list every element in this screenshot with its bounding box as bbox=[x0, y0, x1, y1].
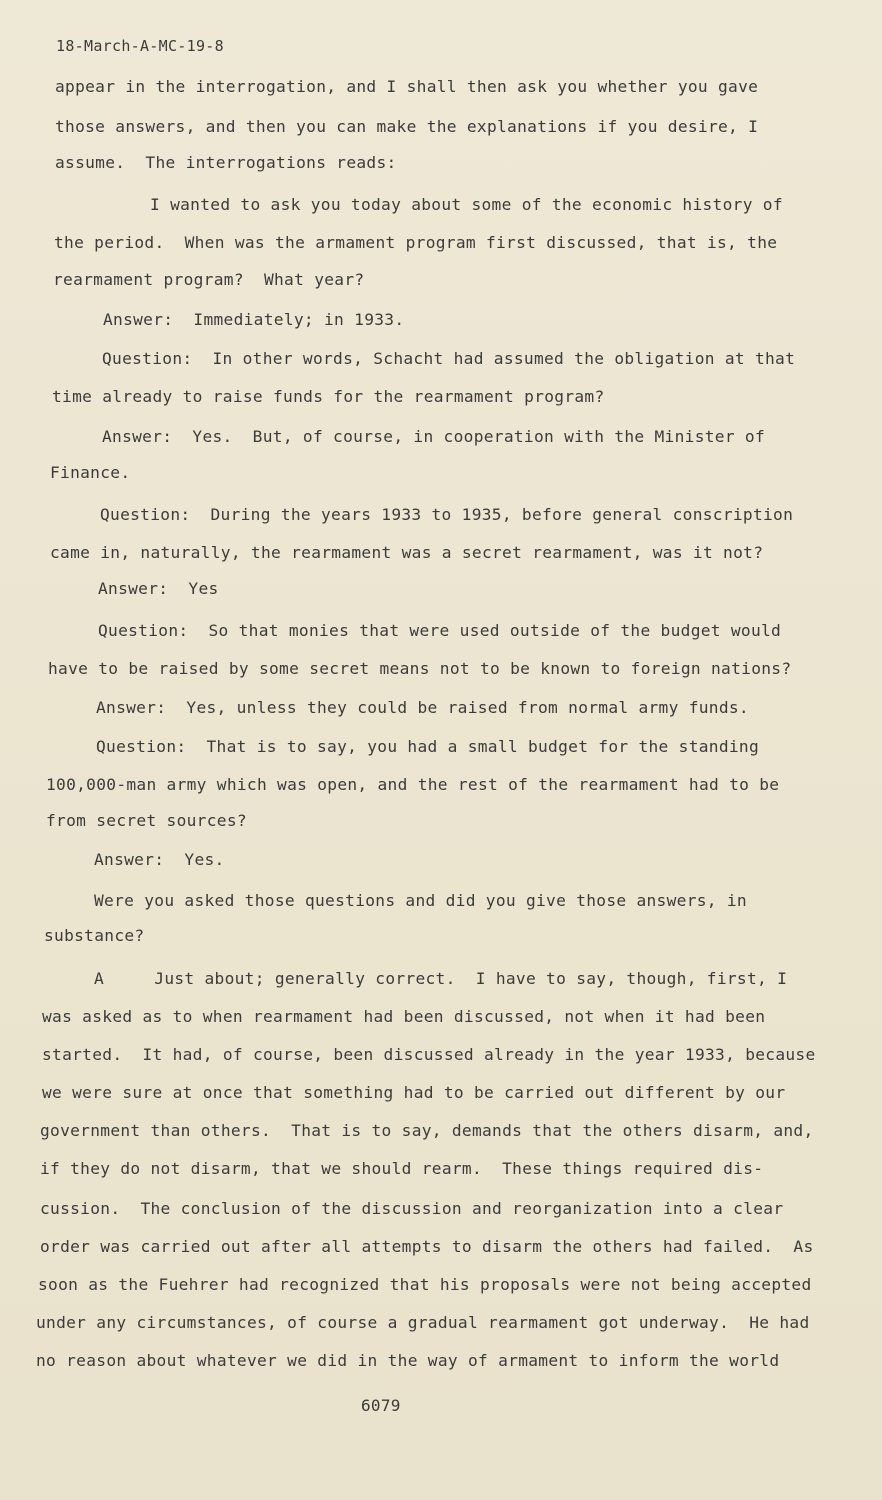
text-line: started. It had, of course, been discussed already in the year 1933, because bbox=[42, 1045, 816, 1064]
text-line: appear in the interrogation, and I shall then ask you whether you gave bbox=[55, 77, 759, 96]
text-line: government than others. That is to say, demands that the others disarm, and, bbox=[40, 1121, 814, 1140]
text-line: Finance. bbox=[50, 463, 131, 482]
text-line: Question: So that monies that were used outside of the budget would bbox=[98, 621, 782, 640]
text-line: was asked as to when rearmament had been discussed, not when it had been bbox=[42, 1007, 766, 1026]
text-line: came in, naturally, the rearmament was a secret rearmament, was it not? bbox=[50, 543, 764, 562]
text-line: from secret sources? bbox=[46, 811, 247, 830]
text-line: substance? bbox=[44, 926, 145, 945]
text-line: cussion. The conclusion of the discussion and reorganization into a clear bbox=[40, 1199, 784, 1218]
text-line: under any circumstances, of course a gradual rearmament got underway. He had bbox=[36, 1313, 810, 1332]
text-line: Question: During the years 1933 to 1935, before general conscription bbox=[100, 505, 794, 524]
text-line: we were sure at once that something had to be carried out different by our bbox=[42, 1083, 786, 1102]
text-line: Question: In other words, Schacht had assumed the obligation at that bbox=[102, 349, 796, 368]
text-line: Answer: Yes bbox=[98, 579, 219, 598]
text-line: Answer: Yes. bbox=[94, 850, 225, 869]
text-line: the period. When was the armament program first discussed, that is, the bbox=[54, 233, 778, 252]
text-line: order was carried out after all attempts to disarm the others had failed. As bbox=[40, 1237, 814, 1256]
text-line: soon as the Fuehrer had recognized that his proposals were not being accepted bbox=[38, 1275, 812, 1294]
text-line: Answer: Yes. But, of course, in cooperation with the Minister of bbox=[102, 427, 766, 446]
text-line: time already to raise funds for the rearmament program? bbox=[52, 387, 605, 406]
text-line: Answer: Immediately; in 1933. bbox=[103, 310, 405, 329]
text-line: Question: That is to say, you had a small budget for the standing bbox=[96, 737, 760, 756]
text-line: Were you asked those questions and did you give those answers, in bbox=[94, 891, 747, 910]
text-line: those answers, and then you can make the explanations if you desire, I bbox=[55, 117, 759, 136]
text-line: A Just about; generally correct. I have to say, though, first, I bbox=[94, 969, 788, 988]
text-line: Answer: Yes, unless they could be raised from normal army funds. bbox=[96, 698, 749, 717]
text-line: no reason about whatever we did in the way of armament to inform the world bbox=[36, 1351, 780, 1370]
page-header: 18-March-A-MC-19-8 bbox=[56, 37, 224, 55]
page-number: 6079 bbox=[361, 1396, 401, 1415]
text-line: rearmament program? What year? bbox=[53, 270, 365, 289]
text-line: if they do not disarm, that we should rearm. These things required dis- bbox=[40, 1159, 764, 1178]
text-line: have to be raised by some secret means not to be known to foreign nations? bbox=[48, 659, 792, 678]
text-line: 100,000-man army which was open, and the rest of the rearmament had to be bbox=[46, 775, 780, 794]
text-line: I wanted to ask you today about some of the economic history of bbox=[150, 195, 783, 214]
text-line: assume. The interrogations reads: bbox=[55, 153, 397, 172]
